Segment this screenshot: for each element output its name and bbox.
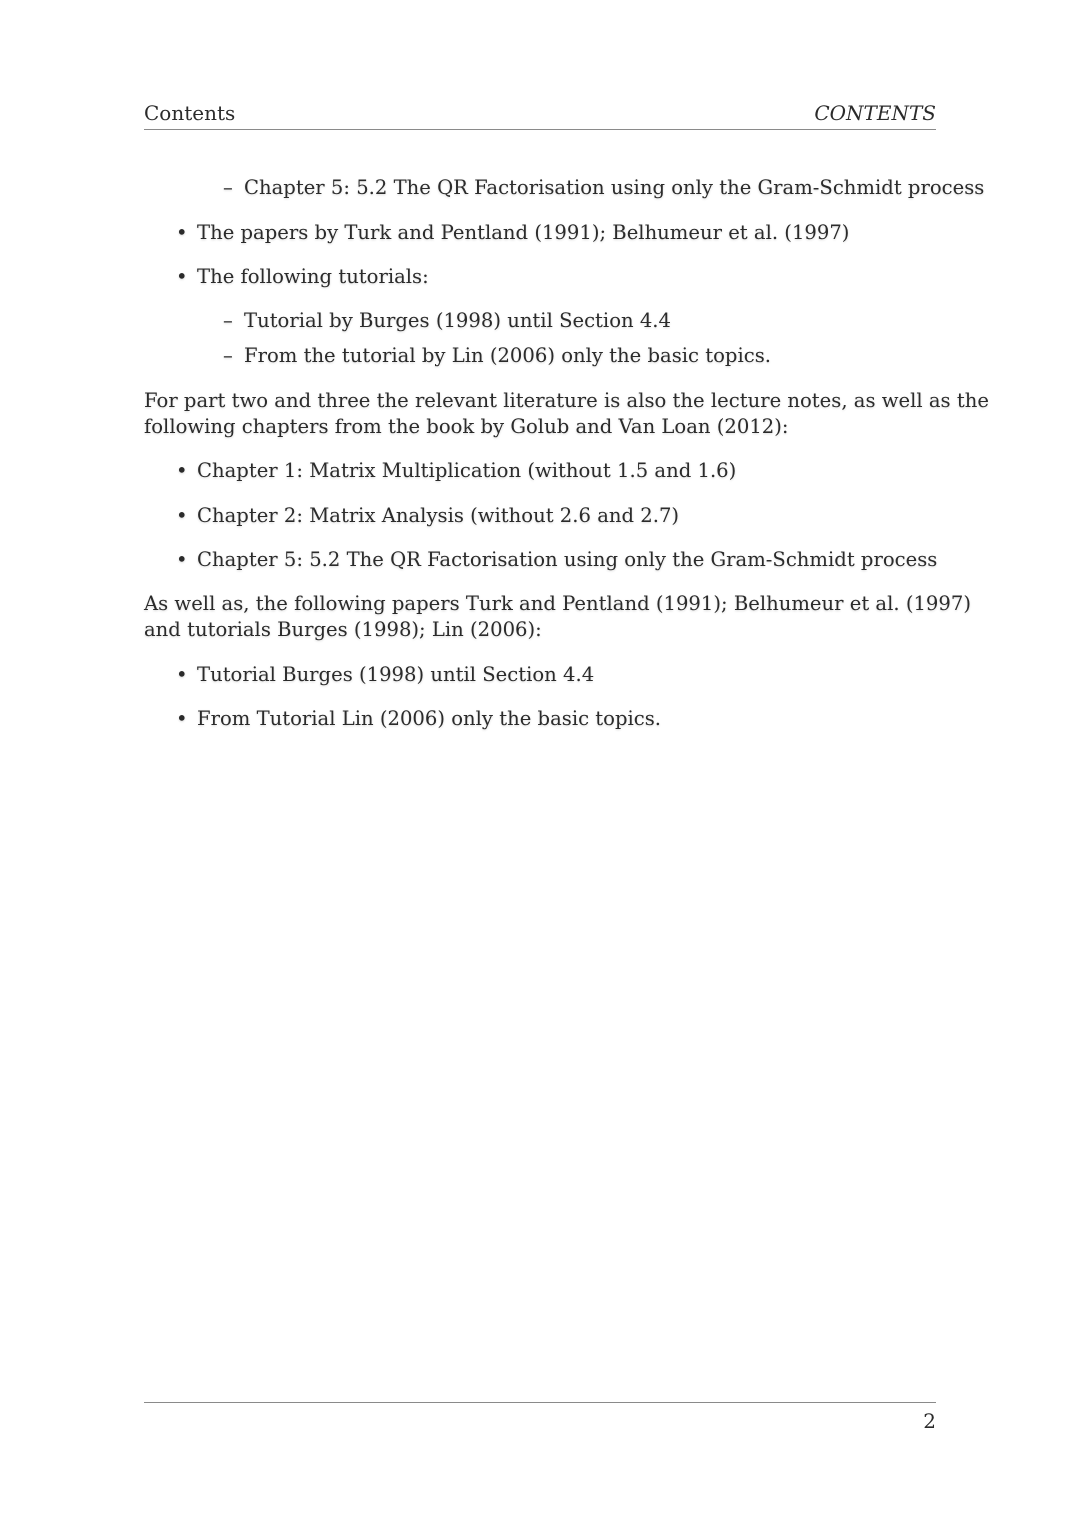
header-chapter-title: CONTENTS [814,101,936,125]
dash-marker: – [223,309,233,332]
list-item-text: From Tutorial Lin (2006) only the basic topics. [197,707,662,730]
bullet-marker: • [176,548,188,571]
paragraph-line: For part two and three the relevant literature is also the lecture notes, as well as the [144,389,989,412]
bullet-marker: • [176,504,188,527]
list-item-text: The following tutorials: [197,265,429,288]
dash-marker: – [223,344,233,367]
bullet-marker: • [176,459,188,482]
list-item-text: Chapter 5: 5.2 The QR Factorisation using only the Gram-Schmidt process [197,548,938,571]
bullet-marker: • [176,221,188,244]
list-item-text: Chapter 2: Matrix Analysis (without 2.6 and 2.7) [197,504,680,527]
sub-item-text: Tutorial by Burges (1998) until Section 4.4 [244,309,672,332]
list-item-text: Chapter 1: Matrix Multiplication (without 1.5 and 1.6) [197,459,737,482]
list-item-text: Tutorial Burges (1998) until Section 4.4 [197,663,595,686]
list-item-text: The papers by Turk and Pentland (1991); Belhumeur et al. (1997) [197,221,850,244]
footer-divider [144,1402,936,1403]
bullet-marker: • [176,707,188,730]
bullet-marker: • [176,265,188,288]
bullet-marker: • [176,663,188,686]
page-number: 2 [923,1409,936,1433]
header-section-title: Contents [144,101,236,125]
running-header [144,100,936,130]
paragraph-line: and tutorials Burges (1998); Lin (2006): [144,618,542,641]
dash-marker: – [223,176,233,199]
sub-item-text: From the tutorial by Lin (2006) only the basic topics. [244,344,771,367]
paragraph-line: following chapters from the book by Golub and Van Loan (2012): [144,415,789,438]
sub-item-text: Chapter 5: 5.2 The QR Factorisation using only the Gram-Schmidt process [244,176,985,199]
paragraph-line: As well as, the following papers Turk and Pentland (1991); Belhumeur et al. (1997) [144,592,971,615]
